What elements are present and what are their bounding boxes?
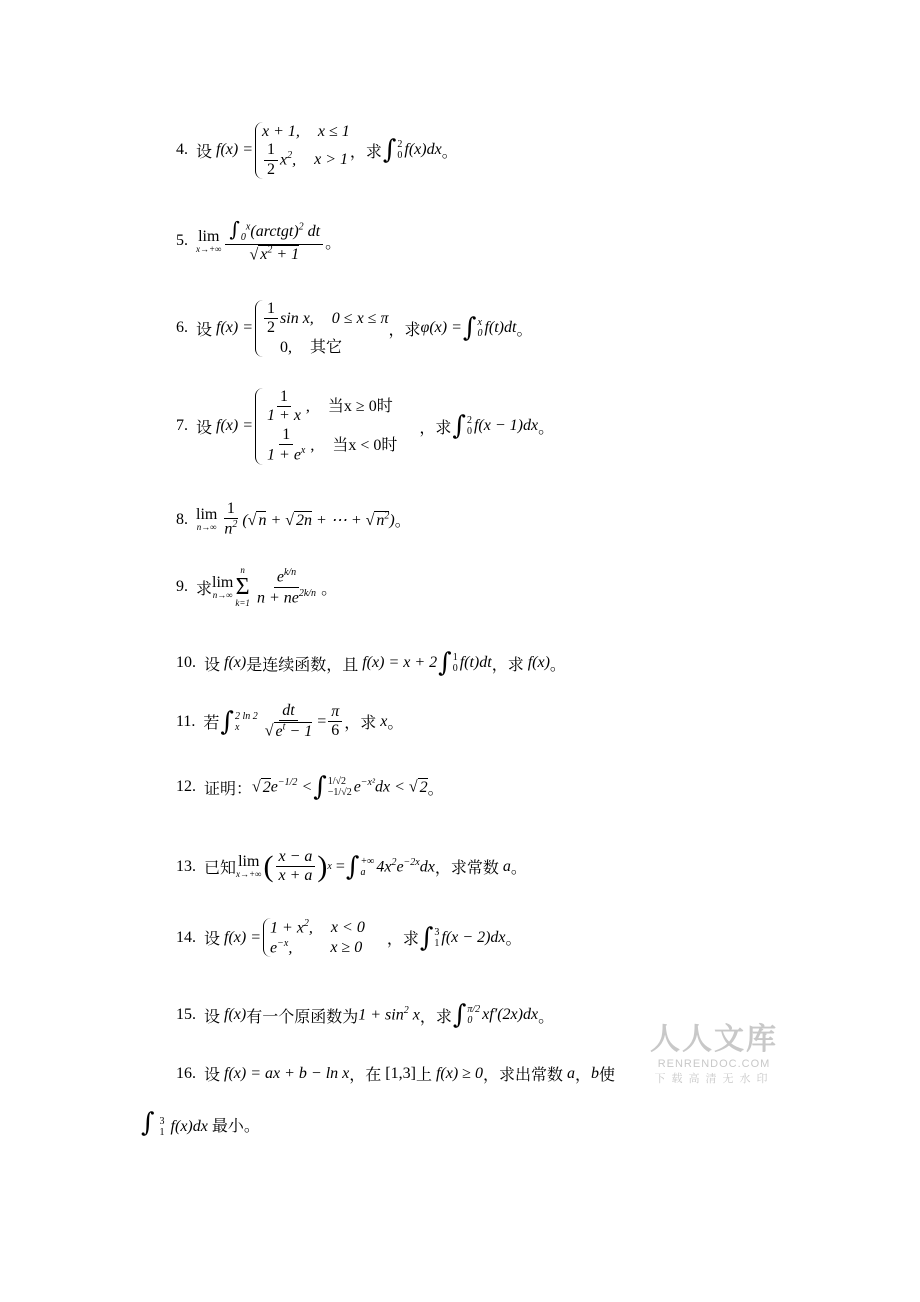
case-expr: x + 1, — [262, 123, 300, 140]
problem-text: 。 — [321, 580, 338, 598]
watermark-url: RENRENDOC.COM — [657, 1058, 771, 1070]
case-row: $1 + x^2$, x < 0 — [270, 918, 365, 937]
problem-9 — [176, 566, 337, 608]
problem-text: ，求 — [419, 1008, 452, 1026]
fraction: $\frac{\pi}{6}$ — [328, 703, 342, 741]
problem-7 — [176, 388, 554, 465]
math-expr: f(x) — [523, 654, 550, 671]
problem-text: 。 — [538, 1008, 555, 1026]
problem-text: 使 — [598, 1067, 615, 1084]
case-cond: 0 ≤ x ≤ π — [331, 310, 389, 328]
problem-text: ，求 — [344, 715, 377, 733]
problem-text: ，求 — [419, 419, 452, 437]
integral-limits: 2 ln 2 x — [234, 710, 258, 733]
watermark-brand: 人人文库 — [650, 1023, 778, 1056]
fraction: $\frac{1}{2}$ — [264, 300, 278, 338]
problem-text: 。 — [549, 656, 566, 674]
math-expr: (√ n + √ 2n + ⋯ + √ $n^2$) — [242, 510, 395, 529]
fraction: $\frac{1}{2}$ — [264, 141, 278, 179]
problem-text: 已知 — [204, 860, 237, 878]
problem-text: 设 — [204, 1008, 221, 1026]
math-expr: [1,3] — [381, 1064, 416, 1082]
problem-text: 设 — [196, 143, 213, 161]
integral-limits: 1/√2 −1/√2 — [327, 776, 352, 798]
integral-limits: 3 1 — [434, 926, 440, 949]
integral-sign: ∫ — [220, 706, 234, 737]
problem-15 — [176, 1000, 554, 1030]
problem-number: 15. — [176, 1006, 196, 1023]
problem-6 — [176, 300, 532, 357]
math-expr: √ $2e^{-1/2}$ < — [252, 777, 313, 796]
integral-limits: π/2 0 — [467, 1004, 481, 1026]
integral-limits: 1 0 — [452, 652, 458, 674]
problem-text: 。 — [325, 234, 342, 252]
problem-text: 设 — [204, 656, 221, 674]
case-cond: x ≤ 1 — [317, 123, 350, 140]
piecewise-brace — [255, 300, 388, 357]
math-expr: f(t)dt — [459, 654, 492, 671]
math-expr: f(x)dx — [404, 141, 442, 159]
problem-text: 。 — [441, 143, 458, 161]
integral-sign: ∫ — [345, 851, 360, 882]
math-expr: f(x) = — [212, 319, 254, 337]
case-cond: 当x < 0时 — [332, 436, 398, 454]
problem-14 — [176, 918, 522, 957]
problem-text: 有一个原函数为 — [246, 1008, 359, 1026]
problem-text: 最小。 — [211, 1118, 260, 1135]
integral-limits: x 0 — [477, 317, 483, 340]
problem-text: 。 — [516, 321, 533, 339]
fraction: $\frac{\int_0^x(arctgt)^2 dt}{√ x^2 + 1}$ — [225, 218, 323, 264]
math-expr: φ(x) = — [420, 319, 462, 337]
problem-8 — [176, 500, 411, 539]
problem-text: 上 — [415, 1067, 432, 1084]
problem-text: ，求 — [349, 143, 382, 161]
integral-sign: ∫ — [313, 772, 327, 802]
integral-sign: ∫ — [462, 313, 477, 344]
piecewise-brace — [255, 388, 397, 465]
fraction: $\frac{1}{1 + e^x}$ — [267, 425, 306, 464]
problem-text: ，求 — [491, 656, 524, 674]
piecewise-brace — [255, 122, 350, 179]
math-expr: f(x) = — [212, 417, 254, 435]
problem-number: 7. — [176, 417, 188, 435]
integral-limits: 2 0 — [397, 139, 403, 162]
fraction: $\frac{1}{n^2}$ — [224, 500, 238, 538]
problem-text: ，在 — [349, 1067, 382, 1084]
limit-operator: lim n→∞ — [196, 506, 218, 533]
problem-10 — [176, 648, 566, 678]
problem-5 — [176, 218, 341, 264]
math-expr: f(x) — [220, 1006, 247, 1023]
case-expr: 0, — [280, 338, 293, 356]
limit-operator: lim x→+∞ — [196, 227, 222, 254]
math-expr: f(x − 2)dx — [441, 928, 506, 946]
problem-text: ， — [574, 1067, 591, 1084]
integral-limits: 2 0 — [466, 415, 472, 438]
math-expr: f(x) = — [212, 141, 254, 159]
problem-16-continued — [140, 1108, 260, 1138]
case-row — [262, 122, 350, 141]
case-cond: x ≥ 0 — [330, 938, 363, 956]
math-expr: f(x) = — [220, 928, 262, 946]
problem-text: 设 — [204, 931, 221, 949]
problem-text: 。 — [387, 715, 404, 733]
case-row: $\frac{1}{1 + e^x}$ , 当x < 0时 — [262, 426, 397, 465]
math-expr: xf′(2x)dx — [482, 1006, 539, 1023]
problem-text: 求 — [196, 580, 213, 598]
problem-16: 16. 设 f(x) = ax + b − ln x ，在 [1,3] 上 f(x) ≥ 0 ，求出常数 a ， b 使 — [176, 1062, 615, 1085]
math-expr: $1 + \sin^2 x$ — [358, 1005, 420, 1024]
piecewise-brace — [263, 918, 365, 957]
math-expr: f(t)dt — [484, 319, 517, 337]
watermark — [650, 1014, 778, 1086]
problem-text: 。 — [427, 780, 444, 798]
problem-number: 5. — [176, 232, 188, 250]
problem-text: 若 — [203, 715, 220, 733]
problem-text: 。 — [510, 860, 527, 878]
math-expr: f(x) ≥ 0 — [431, 1064, 483, 1082]
problem-text: ，求出常数 — [482, 1067, 563, 1084]
problem-text: ，求 — [388, 321, 421, 339]
problem-number: 4. — [176, 141, 188, 159]
problem-number: 10. — [176, 654, 196, 671]
case-row: $\frac{1}{1 + x}$ , 当x ≥ 0时 — [262, 388, 397, 426]
problem-number: 9. — [176, 578, 188, 595]
limit-operator: lim n→∞ — [212, 573, 234, 600]
math-expr: f(x)dx — [170, 1118, 208, 1135]
problem-number: 12. — [176, 778, 196, 795]
problem-text: ，求 — [386, 931, 419, 949]
limit-operator: lim x→+∞ — [236, 853, 262, 880]
fraction: $\frac{e^{k/n}}{n + ne^{2k/n}}$ — [256, 566, 317, 606]
fraction: $\frac{x - a}{x + a}$ — [276, 848, 316, 886]
problem-text: 是连续函数，且 — [246, 656, 359, 674]
problem-number: 16. — [176, 1064, 196, 1082]
problem-text: ，求常数 — [434, 860, 499, 878]
math-expr: $4x^2e^{-2x}dx$ — [376, 857, 435, 876]
problem-4 — [176, 122, 458, 179]
case-cond: x < 0 — [330, 919, 365, 937]
problem-text: 设 — [196, 321, 213, 339]
integral-sign: ∫ — [452, 1000, 467, 1030]
problem-number: 13. — [176, 857, 196, 875]
math-expr: f(x) = x + 2 — [358, 654, 438, 671]
integral-sign: ∫ — [452, 411, 466, 442]
math-expr: f(x − 1)dx — [473, 417, 539, 435]
problem-text: 设 — [196, 419, 213, 437]
sum-operator: n Σ k=1 — [235, 565, 250, 608]
integral-limits: 3 1 — [159, 1116, 165, 1139]
problem-12 — [176, 772, 444, 802]
case-cond: 当x ≥ 0时 — [327, 398, 393, 416]
case-row: $\frac{1}{2}$ $x^2$, x > 1 — [262, 141, 350, 179]
integral-sign: ∫ — [382, 135, 397, 166]
problem-text: 。 — [538, 419, 555, 437]
fraction: $\frac{dt}{√ e^t - 1}$ — [264, 702, 313, 740]
problem-number: 6. — [176, 319, 188, 337]
problem-13: 13. 已知 lim x→+∞ ( $\frac{x - a}{x + a}$ ) x = ∫ +∞ a $4x^2e^{-2x}dx$ ，求常数 a 。 — [176, 848, 527, 885]
math-expr: f(x) — [220, 654, 247, 671]
case-row: $\frac{1}{2}$ sin x, 0 ≤ x ≤ π — [262, 300, 388, 338]
math-expr: f(x) = ax + b − ln x — [220, 1064, 350, 1082]
problem-text: 。 — [394, 513, 411, 531]
problem-11: 11. 若 ∫ 2 ln 2 x $\frac{dt}{√ e^t - 1}$ = $\frac{\pi}{6}$ ，求 x 。 — [176, 702, 404, 740]
integral-sign: ∫ — [141, 1108, 155, 1138]
problem-text: 证明： — [204, 780, 253, 798]
case-cond: x > 1 — [314, 151, 349, 169]
integral-sign: ∫ — [438, 648, 452, 678]
problem-number: 11. — [176, 712, 196, 730]
case-row: $e^{-x}$, x ≥ 0 — [270, 937, 363, 956]
integral-limits: +∞ a — [360, 855, 375, 878]
integral-sign: ∫ — [419, 922, 434, 953]
problem-number: 14. — [176, 928, 196, 946]
case-cond: 其它 — [310, 338, 343, 356]
problem-text: 设 — [204, 1067, 221, 1084]
problem-text: 。 — [505, 931, 522, 949]
case-row — [262, 338, 388, 357]
math-expr: $e^{-x^2}dx$ < √ 2 — [353, 777, 428, 796]
problem-number: 8. — [176, 510, 188, 528]
watermark-slogan: 下载高清无水印 — [654, 1073, 774, 1085]
fraction: $\frac{1}{1 + x}$ — [267, 388, 301, 425]
